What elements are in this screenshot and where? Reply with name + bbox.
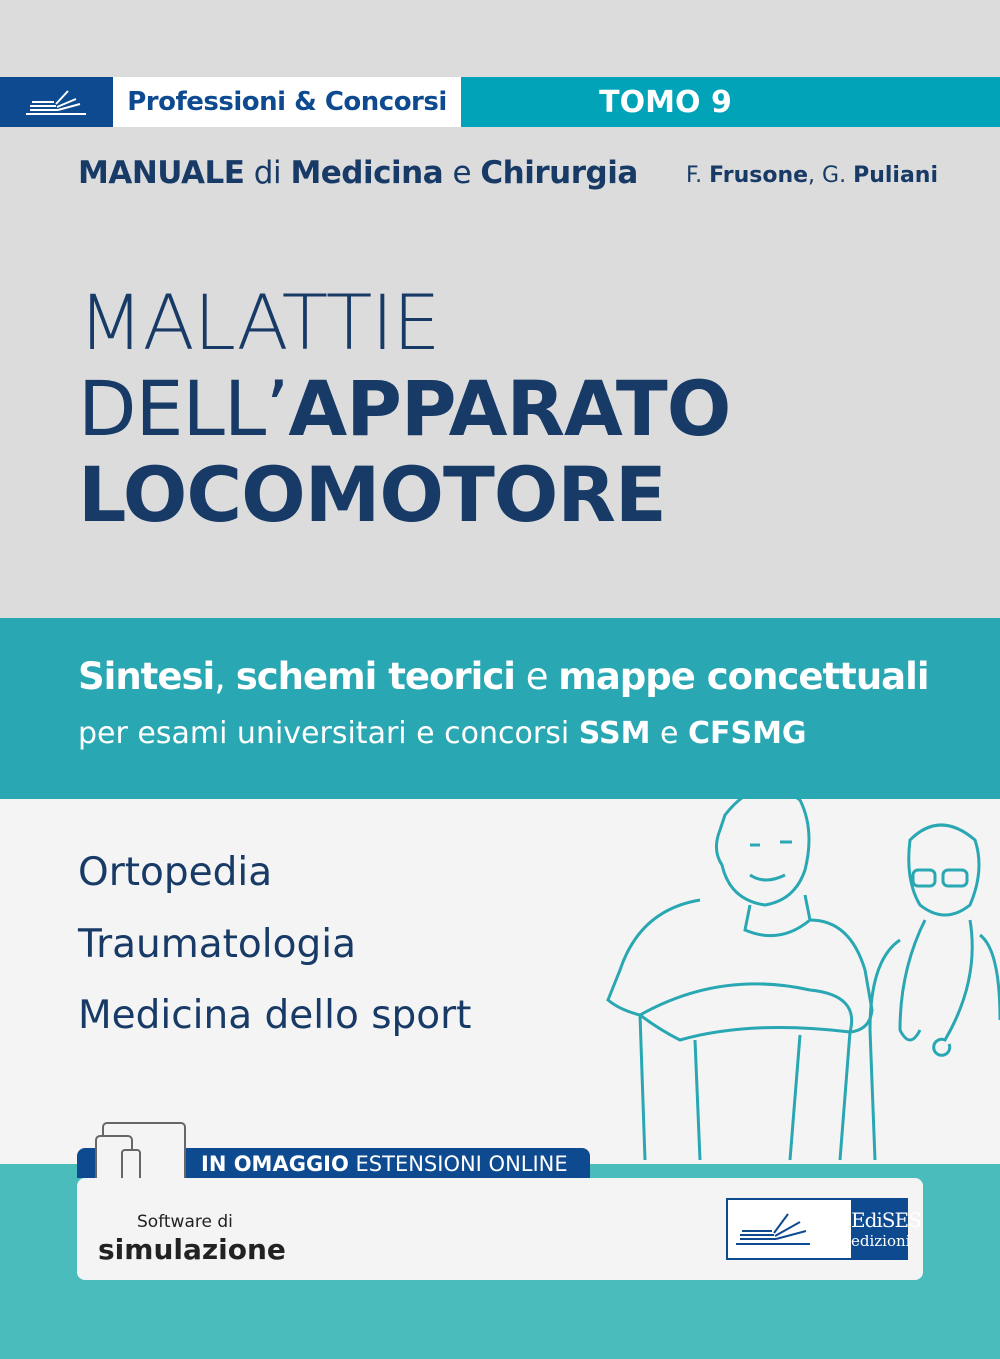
author2-initial: , G. xyxy=(808,163,854,188)
software-title: simulazione xyxy=(98,1233,286,1266)
publisher-logo xyxy=(726,1198,921,1260)
sub-schemi: schemi teorici xyxy=(235,655,515,698)
topic-item: Traumatologia xyxy=(78,922,356,967)
author2: Puliani xyxy=(853,163,938,188)
title-line3: LOCOMOTORE xyxy=(78,450,666,539)
book-icon xyxy=(0,77,113,127)
software-label: Software di xyxy=(137,1212,233,1232)
manual-chirurgia: Chirurgia xyxy=(480,155,638,191)
subtitle-line2 xyxy=(78,716,807,751)
subtitle-line1 xyxy=(78,655,929,698)
manual-medicina: Medicina xyxy=(290,155,444,191)
topic-item: Ortopedia xyxy=(78,850,273,895)
authors xyxy=(686,163,938,188)
sub-mappe: mappe concettuali xyxy=(558,655,929,698)
doctors-illustration xyxy=(600,770,1000,1170)
sub-sintesi: Sintesi xyxy=(78,655,215,698)
manual-title xyxy=(78,155,638,191)
series-logo-block xyxy=(0,77,113,127)
volume-label: TOMO 9 xyxy=(599,84,732,120)
manual-word: MANUALE xyxy=(78,155,245,191)
book-icon xyxy=(728,1200,853,1258)
sub2-ssm: SSM xyxy=(578,716,651,751)
omaggio-rest: ESTENSIONI ONLINE xyxy=(348,1152,568,1176)
publisher-name: EdiSES xyxy=(851,1208,921,1232)
series-label: Professioni & Concorsi xyxy=(113,77,461,127)
author1-initial: F. xyxy=(686,163,710,188)
topic-item: Medicina dello sport xyxy=(78,993,472,1038)
manual-e: e xyxy=(443,155,481,191)
sub-comma: , xyxy=(214,655,236,698)
manual-di: di xyxy=(244,155,291,191)
author1: Frusone xyxy=(709,163,809,188)
title-line2 xyxy=(78,366,730,452)
sub2-cfsmg: CFSMG xyxy=(687,716,807,751)
omaggio-bold: IN OMAGGIO xyxy=(201,1152,349,1176)
title-line1: MALATTIE xyxy=(78,278,440,367)
sub2-e: e xyxy=(650,716,688,751)
volume-band xyxy=(461,77,1000,127)
title-line2-bold: APPARATO xyxy=(288,364,731,453)
sub2-text: per esami universitari e concorsi xyxy=(78,716,579,751)
book-title xyxy=(78,280,730,538)
publisher-sub: edizioni xyxy=(851,1232,911,1250)
title-line2-light: DELL’ xyxy=(78,364,289,453)
sub-e: e xyxy=(514,655,559,698)
